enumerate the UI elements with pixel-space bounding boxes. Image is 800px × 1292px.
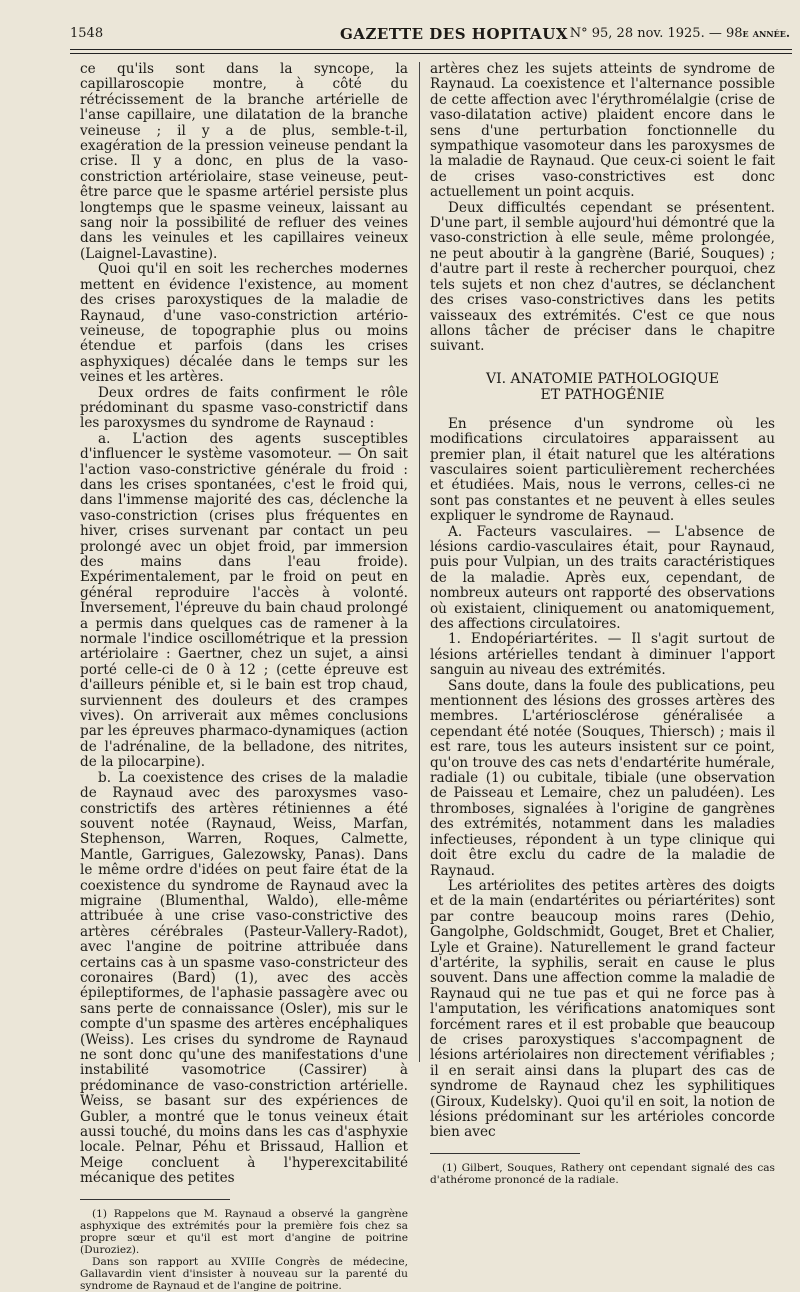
issue-date: N° 95, 28 nov. 1925. — 98: [569, 26, 743, 41]
section-heading: [430, 371, 775, 403]
page-header: [70, 24, 790, 48]
issue-year-suffix: e année.: [742, 26, 790, 40]
footnote: Dans son rapport au XVIIIe Congrès de médecine, Gallavardin vient d'insister à nouveau sur la parenté du syndrome de Raynaud et de l'angine de poitrine.: [80, 1255, 408, 1292]
paragraph: Deux ordres de faits confirment le rôle prédominant du spasme vaso-constrictif dans les paroxysmes du syndrome de Raynaud :: [80, 384, 408, 432]
paragraph: Sans doute, dans la foule des publications, peu mentionnent des lésions des grosses artères des membres. L'artériosclérose généralisée a cependant été notée (Souques, Thiersch) ; mais il est rare, tous les auteurs insistent sur ce point, qu'on trouve des cas nets d'endartérite humérale, radiale (1) ou cubitale, tibiale (une observation de Paisseau et Lemaire, chez un paludéen). Les thromboses, signalées à l'origine de gangrènes des extrémités, notamment dans les maladies infectieuses, répondent à un type clinique qui doit être exclu du cadre de la maladie de Raynaud.: [430, 677, 775, 879]
paragraph: 1. Endopériartérites. — Il s'agit surtout de lésions artérielles tendant à diminuer l'apport sanguin au niveau des extrémités.: [430, 631, 775, 679]
paragraph: Les artériolites des petites artères des doigts et de la main (endartérites ou périartérites) sont par contre beaucoup moins rares (Dehio, Gangolphe, Goldschmidt, Gouget, Bret et Chalier, Lyle et Graine). Naturellement le grand facteur d'artérite, la syphilis, serait en cause le plus souvent. Dans une affection comme la maladie de Raynaud qui ne tue pas et qui ne force pas à l'amputation, les vérifications anatomiques sont forcément rares et il est probable que beaucoup de crises paroxystiques s'accompagnent de lésions artériolaires non directement vérifiables ; il en serait ainsi dans la plupart des cas de syndrome de Raynaud chez les syphilitiques (Giroux, Kudelsky). Quoi qu'il en soit, la notion de lésions prédominant sur les artérioles concorde bien avec: [430, 877, 775, 1141]
footnotes: [430, 1162, 775, 1186]
footnote: (1) Rappelons que M. Raynaud a observé la gangrène asphyxique des extrémités pour la première fois chez sa propre sœur et qu'il est mort d'angine de poitrine (Duroziez).: [80, 1207, 408, 1256]
footnote-rule: [80, 1199, 230, 1200]
right-column: [430, 62, 775, 1186]
paragraph: A. Facteurs vasculaires. — L'absence de lésions cardio-vasculaires était, pour Raynaud, puis pour Vulpian, un des traits caractéristiques de la maladie. Après eux, cependant, de nombreux auteurs ont rapporté des observations où existaient, cliniquement ou anatomiquement, des affections circulatoires.: [430, 523, 775, 632]
column-divider: [419, 62, 420, 1062]
paragraph: Quoi qu'il en soit les recherches modernes mettent en évidence l'existence, au moment des crises paroxystiques de la maladie de Raynaud, d'une vaso-constriction artério-veineuse, de topographie plus ou moins étendue et parfois (dans les crises asphyxiques) décalée dans le temps sur les veines et les artères.: [80, 261, 408, 386]
footnote: (1) Gilbert, Souques, Rathery ont cependant signalé des cas d'athérome prononcé de la radiale.: [430, 1161, 775, 1186]
paragraph: b. La coexistence des crises de la maladie de Raynaud avec des paroxysmes vaso-constrictifs des artères rétiniennes a été souvent notée (Raynaud, Weiss, Marfan, Stephenson, Warren, Roques, Calmette, Mantle, Garrigues, Galezowsky, Panas). Dans le même ordre d'idées on peut faire état de la coexistence du syndrome de Raynaud avec la migraine (Blumenthal, Waldo), elle-même attribuée à une crise vaso-constrictive des artères cérébrales (Pasteur-Vallery-Radot), avec l'angine de poitrine attribuée dans certains cas à un spasme vaso-constricteur des coronaires (Bard) (1), avec des accès épileptiformes, de l'aphasie passagère avec ou sans perte de connaissance (Osler), mis sur le compte d'un spasme des artères encéphaliques (Weiss). Les crises du syndrome de Raynaud ne sont donc qu'une des manifestations d'une instabilité vasomotrice (Cassirer) à prédominance de vaso-constriction artérielle. Weiss, se basant sur des expériences de Gubler, a montré que le tonus veineux était aussi touché, du moins dans les cas d'asphyxie locale. Pelnar, Péhu et Brissaud, Hallion et Meige concluent à l'hyperexcitabilité mécanique des petites: [80, 769, 408, 1187]
header-rule-top: [70, 49, 792, 50]
header-rule-bottom: [70, 53, 792, 54]
page-number: 1548: [70, 26, 104, 41]
paragraph: artères chez les sujets atteints de syndrome de Raynaud. La coexistence et l'alternance possible de cette affection avec l'érythromélalgie (crise de vaso-dilatation active) plaident encore dans le sens d'une perturbation fonctionnelle du sympathique vasomoteur dans les paroxysmes de la maladie de Raynaud. Que ceux-ci soient le fait de crises vaso-constrictives est donc actuellement un point acquis.: [430, 61, 775, 201]
paragraph: En présence d'un syndrome où les modifications circulatoires apparaissent au premier plan, il était naturel que les altérations vasculaires soient particulièrement recherchées et étudiées. Mais, nous le verrons, celles-ci ne sont pas constantes et ne peuvent à elles seules expliquer le syndrome de Raynaud.: [430, 415, 775, 525]
left-column: [80, 62, 408, 1292]
footnotes: [80, 1208, 408, 1292]
section-heading-line1: VI. ANATOMIE PATHOLOGIQUE: [485, 370, 720, 387]
journal-title: GAZETTE DES HOPITAUX: [340, 25, 569, 43]
paragraph: a. L'action des agents susceptibles d'influencer le système vasomoteur. — On sait l'action vaso-constrictive générale du froid : dans les crises spontanées, c'est le froid qui, dans l'immense majorité des cas, déclenche la vaso-constriction (crises plus fréquentes en hiver, crises survenant par contact un peu prolongé avec un objet froid, par immersion des mains dans l'eau froide). Expérimentalement, par le froid on peut en général reproduire l'accès à volonté. Inversement, l'épreuve du bain chaud prolongé a permis dans quelques cas de ramener à la normale l'indice oscillométrique et la pression artériolaire : Gaertner, chez un sujet, a ainsi porté celle-ci de 0 à 12 ; (cette épreuve est d'ailleurs pénible et, si le bain est trop chaud, surviennent des douleurs et des crampes vives). On arriverait aux mêmes conclusions par les épreuves pharmaco-dynamiques (action de l'adrénaline, de la belladone, des nitrites, de la pilocarpine).: [80, 430, 408, 771]
paragraph: Deux difficultés cependant se présentent. D'une part, il semble aujourd'hui démontré que la vaso-constriction à elle seule, même prolongée, ne peut aboutir à la gangrène (Barié, Souques) ; d'autre part il reste à rechercher pourquoi, chez tels sujets et non chez d'autres, se déclanchent des crises vaso-constrictives dans les petits vaisseaux des extrémités. C'est ce que nous allons tâcher de préciser dans le chapitre suivant.: [430, 199, 775, 355]
issue-info: [570, 26, 790, 41]
footnote-rule: [430, 1153, 580, 1154]
paragraph: ce qu'ils sont dans la syncope, la capillaroscopie montre, à côté du rétrécissement de la branche artérielle de l'anse capillaire, une dilatation de la branche veineuse ; il y a de plus, semble-t-il, exagération de la pression veineuse pendant la crise. Il y a donc, en plus de la vaso-constriction artériolaire, stase veineuse, peut-être parce que le spasme artériel persiste plus longtemps que le spasme veineux, laissant au sang noir la possibilité de refluer des veines dans les veinules et les capillaires veineux (Laignel-Lavastine).: [80, 61, 408, 262]
section-heading-line2: ET PATHOGÉNIE: [540, 386, 665, 403]
